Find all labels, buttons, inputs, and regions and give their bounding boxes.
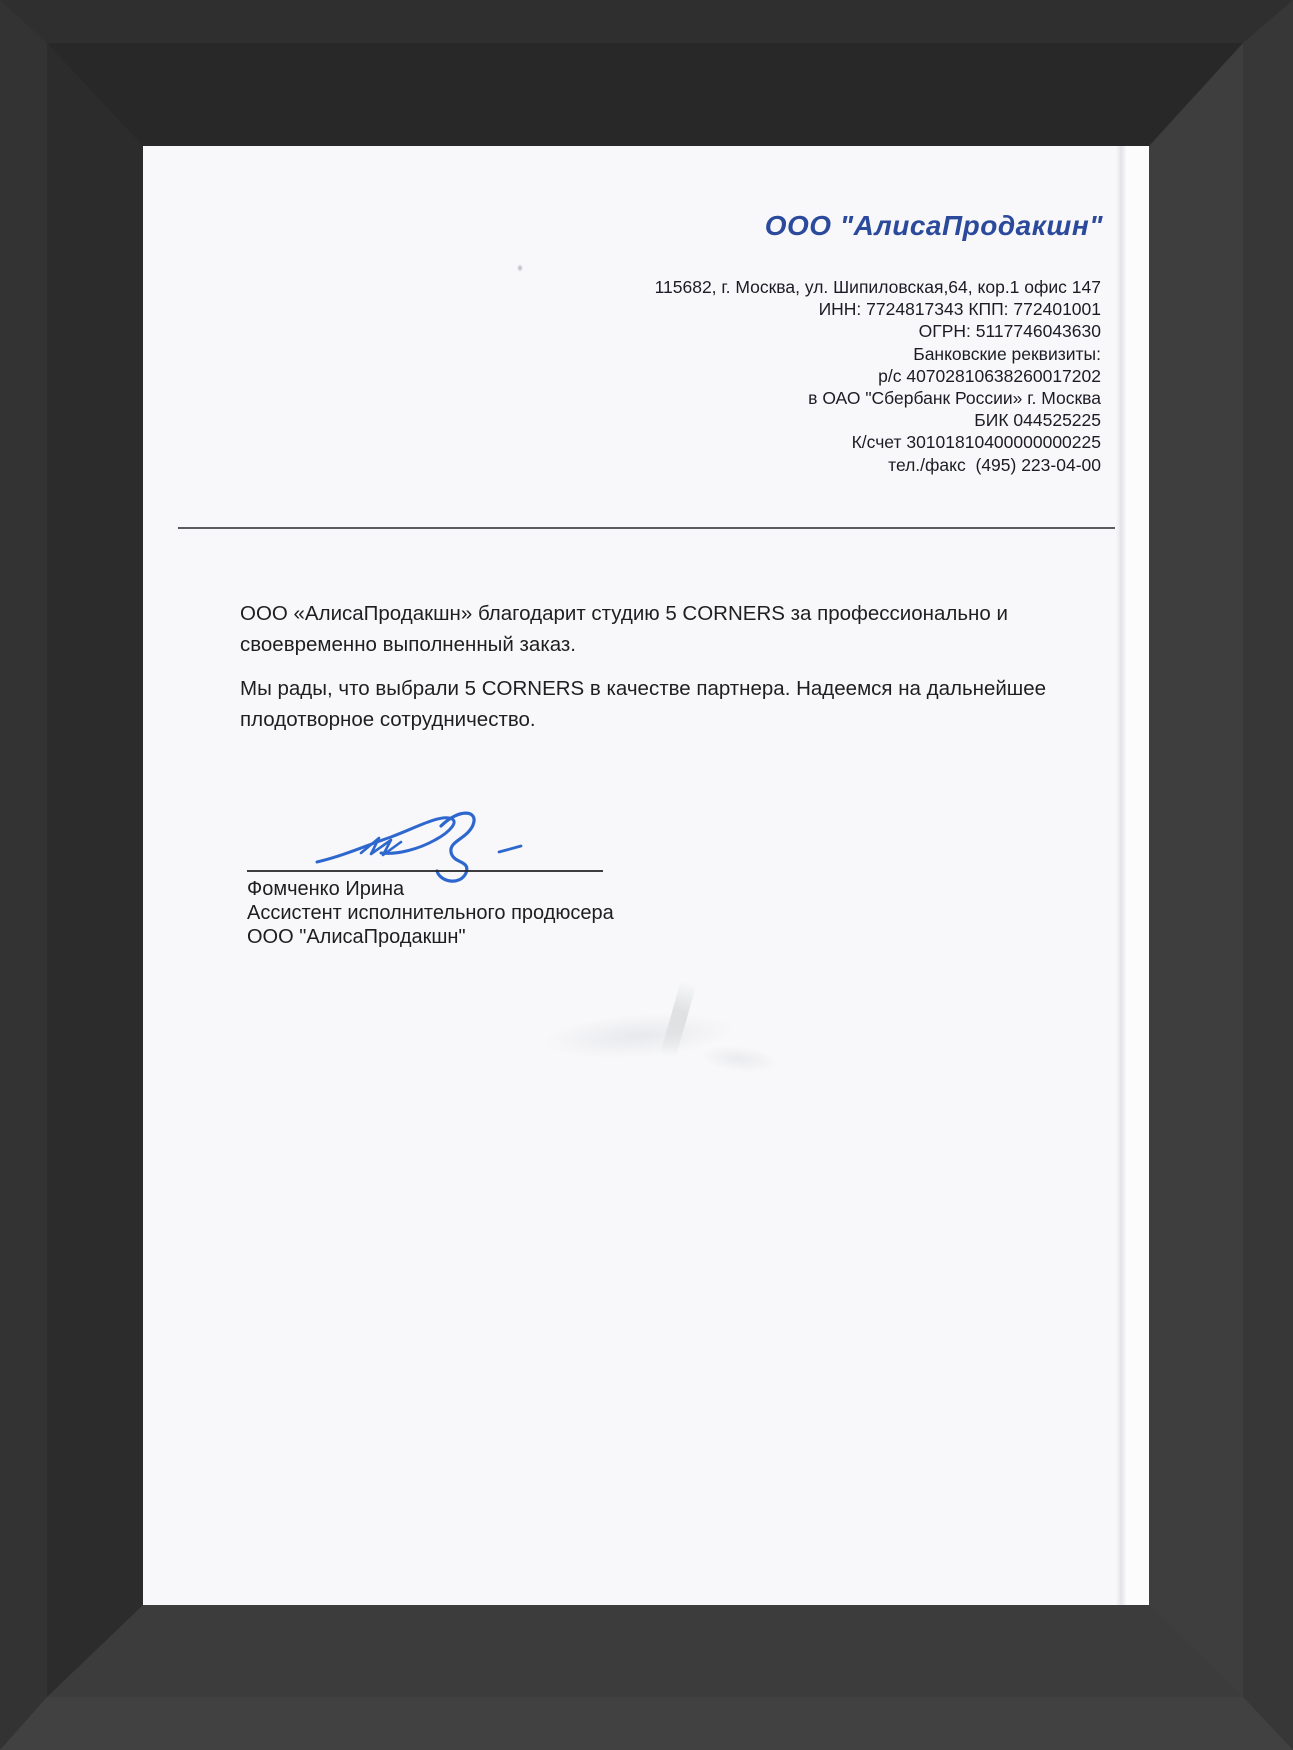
signatory-name: Фомченко Ирина — [247, 878, 405, 900]
letterhead-separator-line — [178, 527, 1115, 529]
paper-edge-shadow — [1116, 146, 1126, 1605]
body-line: Мы рады, что выбрали 5 CORNERS в качестве партнера. Надеемся на дальнейшее — [240, 677, 1047, 700]
signatory-company: ООО "АлисаПродакшн" — [247, 926, 466, 948]
company-detail-bank: в ОАО "Сбербанк России» г. Москва — [808, 388, 1101, 409]
company-detail-inn-kpp: ИНН: 7724817343 КПП: 772401001 — [818, 299, 1101, 320]
company-detail-address: 115682, г. Москва, ул. Шипиловская,64, кор.1 офис 147 — [654, 277, 1101, 297]
company-detail-ogrn: ОГРН: 5117746043630 — [918, 321, 1101, 342]
body-line: своевременно выполненный заказ. — [240, 633, 577, 656]
body-line: плодотворное сотрудничество. — [240, 708, 536, 731]
company-detail-bank-label: Банковские реквизиты: — [913, 343, 1101, 364]
scan-smudge — [517, 264, 523, 272]
body-line: ООО «АлисаПродакшн» благодарит студию 5 CORNERS за профессионально и — [240, 602, 1008, 625]
signatory-block — [247, 877, 614, 949]
company-details-block — [655, 276, 1101, 476]
scan-smudge — [660, 980, 697, 1059]
scan-smudge — [698, 1042, 780, 1076]
company-detail-phone: тел./факс (495) 223-04-00 — [888, 454, 1101, 475]
company-name-header: ООО "АлисаПродакшн" — [764, 210, 1103, 241]
body-paragraph-partnership — [240, 673, 1046, 735]
letter-document — [143, 146, 1149, 1605]
company-detail-corr-account: К/счет 30101810400000000225 — [851, 432, 1101, 453]
signature-underline — [247, 870, 603, 872]
body-paragraph-thanks — [240, 598, 1008, 660]
company-detail-bik: БИК 044525225 — [974, 410, 1101, 431]
paper-edge-highlight — [1126, 146, 1149, 1605]
scan-smudge — [540, 1007, 738, 1064]
company-detail-account: р/с 40702810638260017202 — [878, 365, 1101, 386]
picture-frame-bevel-band — [47, 43, 1243, 1697]
signatory-title: Ассистент исполнительного продюсера — [247, 902, 614, 924]
